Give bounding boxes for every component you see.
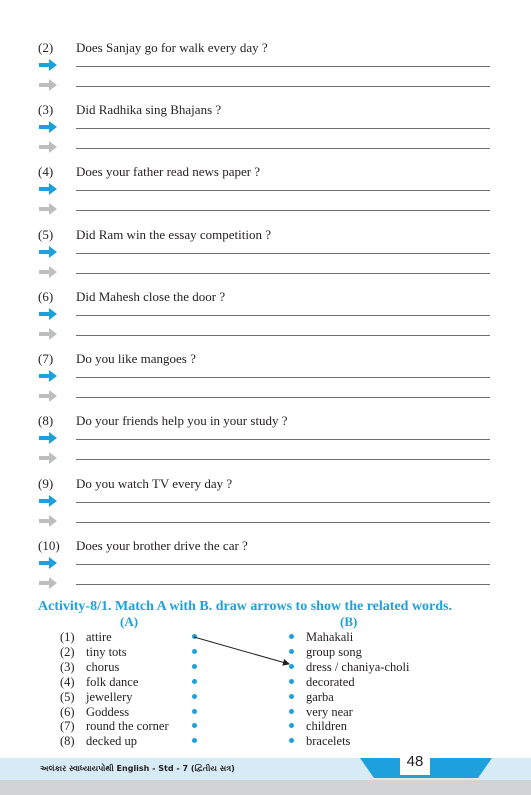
question-number: (5) <box>38 227 54 242</box>
match-arrow <box>194 637 289 664</box>
column-a-word: tiny tots <box>86 644 127 659</box>
item-number: (4) <box>60 674 75 689</box>
question-text: Do you watch TV every day ? <box>76 476 233 491</box>
column-b-word: bracelets <box>306 734 351 749</box>
question-text: Do your friends help you in your study ? <box>76 413 288 428</box>
item-number: (2) <box>60 644 75 659</box>
column-a-heading: (A) <box>120 614 139 629</box>
question-number: (2) <box>38 40 54 55</box>
question-number: (6) <box>38 289 54 304</box>
column-b-word: children <box>306 719 347 734</box>
question-text: Does your brother drive the car ? <box>76 538 248 553</box>
question-text: Did Mahesh close the door ? <box>76 289 226 304</box>
column-a-word: chorus <box>86 659 120 674</box>
item-number: (3) <box>60 659 75 674</box>
bottom-band <box>0 780 531 795</box>
column-a-word: decked up <box>86 734 138 749</box>
activity-title: Activity-8/1. Match A with B. draw arrows to show the related words. <box>38 599 453 614</box>
column-b-word: garba <box>306 689 334 704</box>
column-a-word: jewellery <box>86 689 133 704</box>
question-text: Did Ram win the essay competition ? <box>76 227 271 242</box>
footer-text: અલંકાર સ્વાધ્યાયપોથી English - Std - 7 (દ્વિતીય સત્ર) <box>40 764 235 773</box>
column-b-word: dress / chaniya-choli <box>306 659 410 674</box>
question-number: (7) <box>38 351 54 366</box>
item-number: (5) <box>60 689 75 704</box>
column-b-word: Mahakali <box>306 630 354 644</box>
question-text: Does your father read news paper ? <box>76 164 261 179</box>
column-b-word: group song <box>306 644 362 659</box>
question-number: (4) <box>38 164 54 179</box>
item-number: (1) <box>60 630 75 644</box>
question-number: (8) <box>38 413 54 428</box>
question-text: Did Radhika sing Bhajans ? <box>76 102 222 117</box>
question-text: Do you like mangoes ? <box>76 351 196 366</box>
column-a-word: attire <box>86 630 112 644</box>
column-a-word: Goddess <box>86 704 130 719</box>
item-number: (8) <box>60 734 75 749</box>
column-b-word: very near <box>306 704 353 719</box>
column-a-word: round the corner <box>86 719 169 734</box>
column-a-word: folk dance <box>86 674 139 689</box>
question-number: (3) <box>38 102 54 117</box>
item-number: (7) <box>60 719 75 734</box>
question-number: (10) <box>38 538 60 553</box>
column-b-word: decorated <box>306 674 355 689</box>
column-b-heading: (B) <box>340 614 358 629</box>
question-number: (9) <box>38 476 54 491</box>
question-text: Does Sanjay go for walk every day ? <box>76 40 268 55</box>
page-number: 48 <box>400 749 430 775</box>
item-number: (6) <box>60 704 75 719</box>
